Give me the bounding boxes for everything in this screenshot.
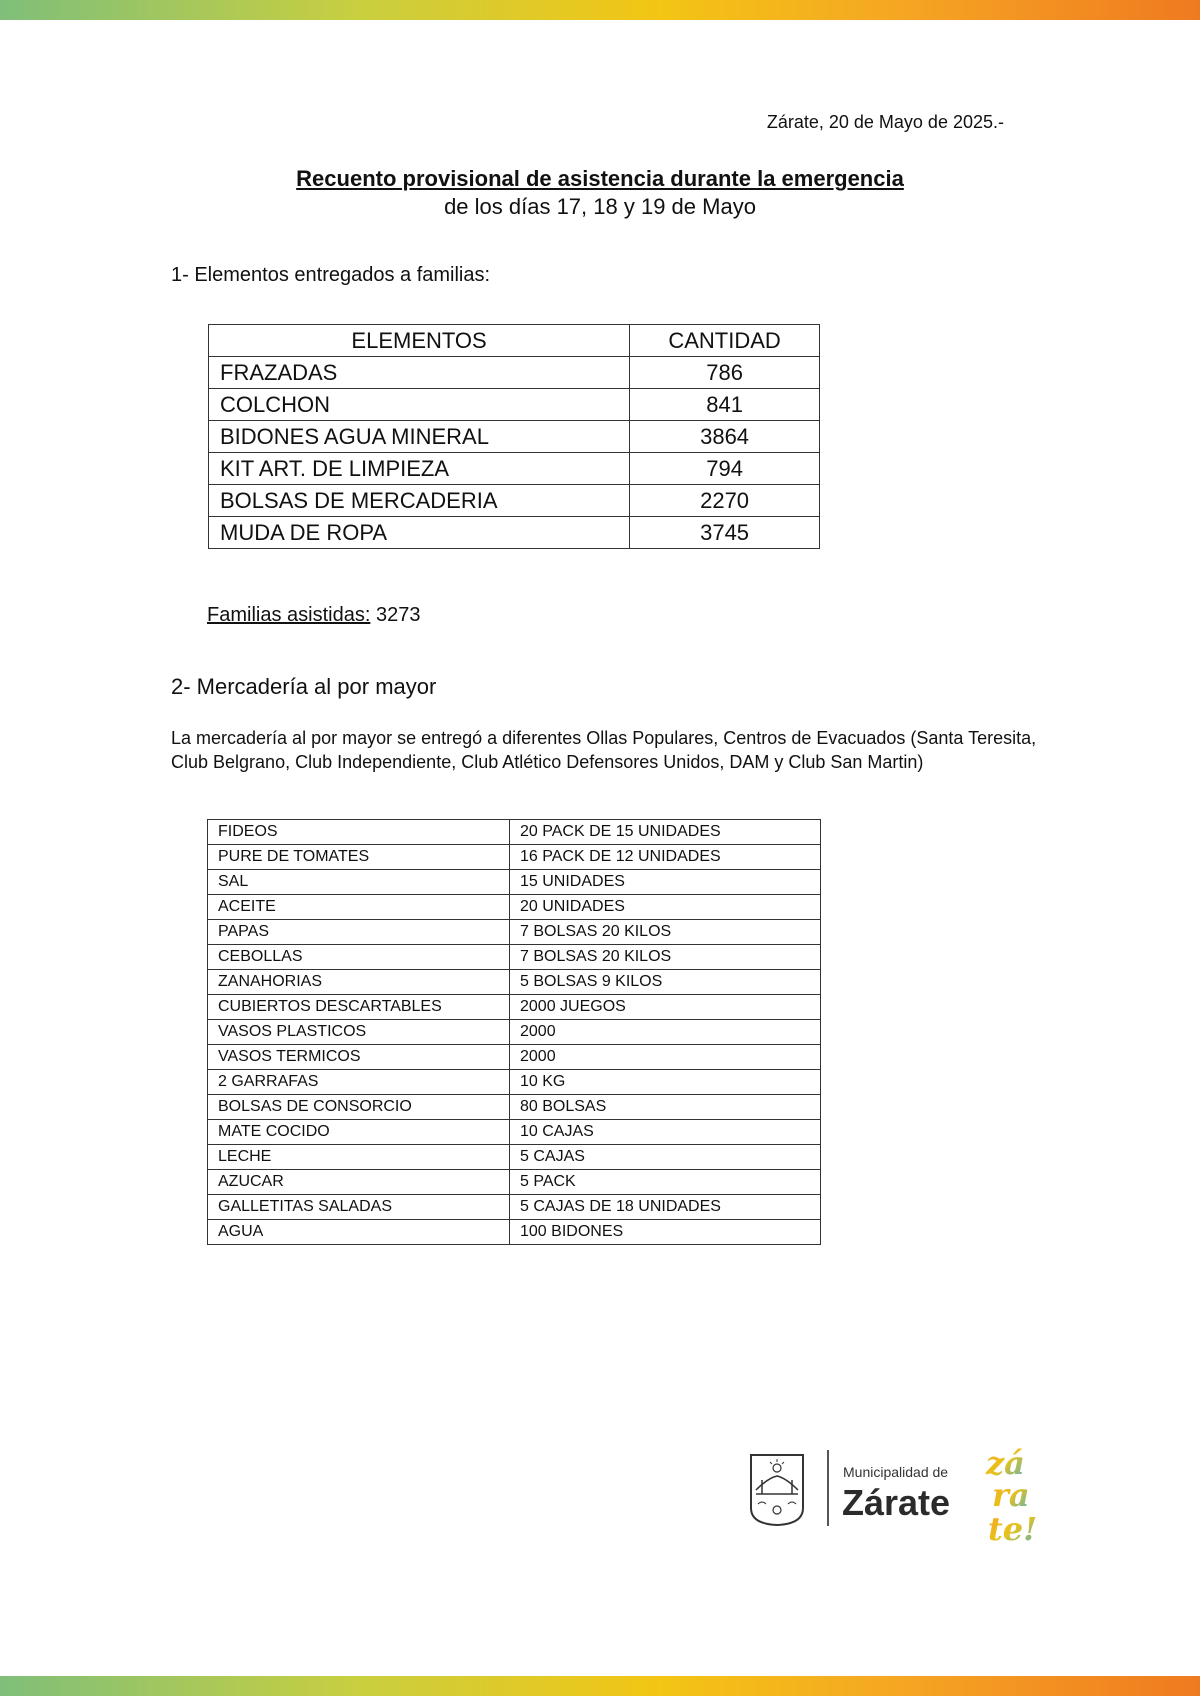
qty-cell: 2000 JUEGOS xyxy=(510,995,821,1020)
qty-cell: 10 KG xyxy=(510,1070,821,1095)
table-row xyxy=(209,453,820,485)
familias-label: Familias asistidas: xyxy=(207,604,371,626)
qty-cell: 841 xyxy=(630,389,820,421)
item-cell: FRAZADAS xyxy=(209,357,630,389)
qty-cell: 5 CAJAS DE 18 UNIDADES xyxy=(510,1195,821,1220)
table-row xyxy=(208,945,821,970)
table-row xyxy=(208,1220,821,1245)
wholesale-table xyxy=(207,819,821,1245)
table-row xyxy=(208,1195,821,1220)
table-row xyxy=(208,995,821,1020)
top-color-band xyxy=(0,0,1200,20)
item-cell: MATE COCIDO xyxy=(208,1120,510,1145)
document-title-block xyxy=(0,166,1200,220)
table-row xyxy=(208,1070,821,1095)
qty-cell: 20 PACK DE 15 UNIDADES xyxy=(510,820,821,845)
qty-cell: 5 CAJAS xyxy=(510,1145,821,1170)
table-row xyxy=(208,1120,821,1145)
table-row xyxy=(208,1145,821,1170)
table-header-row xyxy=(209,325,820,357)
qty-cell: 100 BIDONES xyxy=(510,1220,821,1245)
item-cell: VASOS TERMICOS xyxy=(208,1045,510,1070)
section-2-heading: 2- Mercadería al por mayor xyxy=(171,674,437,699)
bottom-color-band xyxy=(0,1676,1200,1696)
qty-cell: 5 BOLSAS 9 KILOS xyxy=(510,970,821,995)
column-header-elementos: ELEMENTOS xyxy=(209,325,630,357)
municipality-label: Municipalidad de xyxy=(843,1464,949,1480)
qty-cell: 794 xyxy=(630,453,820,485)
familias-asistidas xyxy=(207,604,420,627)
familias-value: 3273 xyxy=(370,604,421,626)
qty-cell: 10 CAJAS xyxy=(510,1120,821,1145)
brand-line-3: te! xyxy=(988,1510,1038,1548)
item-cell: LECHE xyxy=(208,1145,510,1170)
qty-cell: 80 BOLSAS xyxy=(510,1095,821,1120)
item-cell: ZANAHORIAS xyxy=(208,970,510,995)
document-subtitle: de los días 17, 18 y 19 de Mayo xyxy=(444,194,756,219)
qty-cell: 3745 xyxy=(630,517,820,549)
qty-cell: 2000 xyxy=(510,1020,821,1045)
item-cell: MUDA DE ROPA xyxy=(209,517,630,549)
qty-cell: 2270 xyxy=(630,485,820,517)
item-cell: BOLSAS DE MERCADERIA xyxy=(209,485,630,517)
table-row xyxy=(208,870,821,895)
document-title: Recuento provisional de asistencia durante la emergencia xyxy=(296,166,904,191)
crest-icon xyxy=(748,1452,806,1528)
zarate-brand-logo xyxy=(982,1440,1054,1550)
table-row xyxy=(209,357,820,389)
table-row xyxy=(208,895,821,920)
brand-line-1: zá xyxy=(986,1444,1025,1482)
item-cell: KIT ART. DE LIMPIEZA xyxy=(209,453,630,485)
item-cell: CUBIERTOS DESCARTABLES xyxy=(208,995,510,1020)
document-date: Zárate, 20 de Mayo de 2025.- xyxy=(766,112,1004,132)
item-cell: AZUCAR xyxy=(208,1170,510,1195)
table-row xyxy=(208,1170,821,1195)
qty-cell: 7 BOLSAS 20 KILOS xyxy=(510,920,821,945)
item-cell: PURE DE TOMATES xyxy=(208,845,510,870)
qty-cell: 5 PACK xyxy=(510,1170,821,1195)
section-2-paragraph: La mercadería al por mayor se entregó a diferentes Ollas Populares, Centros de Evacuados (Santa Teresita, Club Belgrano, Club Independiente, Club Atlético Defensores Unidos, DAM y Club San Martin) xyxy=(171,728,1037,772)
elements-table xyxy=(208,324,820,549)
table-row xyxy=(209,517,820,549)
item-cell: BIDONES AGUA MINERAL xyxy=(209,421,630,453)
qty-cell: 2000 xyxy=(510,1045,821,1070)
table-row xyxy=(208,920,821,945)
item-cell: CEBOLLAS xyxy=(208,945,510,970)
table-row xyxy=(209,485,820,517)
item-cell: FIDEOS xyxy=(208,820,510,845)
table-row xyxy=(208,820,821,845)
item-cell: 2 GARRAFAS xyxy=(208,1070,510,1095)
qty-cell: 786 xyxy=(630,357,820,389)
item-cell: COLCHON xyxy=(209,389,630,421)
item-cell: PAPAS xyxy=(208,920,510,945)
qty-cell: 3864 xyxy=(630,421,820,453)
table-row xyxy=(209,421,820,453)
municipality-logo xyxy=(748,1440,1048,1550)
item-cell: GALLETITAS SALADAS xyxy=(208,1195,510,1220)
qty-cell: 7 BOLSAS 20 KILOS xyxy=(510,945,821,970)
item-cell: BOLSAS DE CONSORCIO xyxy=(208,1095,510,1120)
table-row xyxy=(209,389,820,421)
item-cell: VASOS PLASTICOS xyxy=(208,1020,510,1045)
table-row xyxy=(208,1095,821,1120)
municipality-name: Zárate xyxy=(842,1482,951,1523)
table-row xyxy=(208,1045,821,1070)
table-row xyxy=(208,845,821,870)
item-cell: SAL xyxy=(208,870,510,895)
qty-cell: 20 UNIDADES xyxy=(510,895,821,920)
section-1-heading: 1- Elementos entregados a familias: xyxy=(171,264,491,286)
table-row xyxy=(208,1020,821,1045)
table-row xyxy=(208,970,821,995)
column-header-cantidad: CANTIDAD xyxy=(630,325,820,357)
item-cell: ACEITE xyxy=(208,895,510,920)
logo-divider xyxy=(827,1450,829,1526)
brand-line-2: ra xyxy=(992,1476,1030,1514)
qty-cell: 16 PACK DE 12 UNIDADES xyxy=(510,845,821,870)
qty-cell: 15 UNIDADES xyxy=(510,870,821,895)
item-cell: AGUA xyxy=(208,1220,510,1245)
